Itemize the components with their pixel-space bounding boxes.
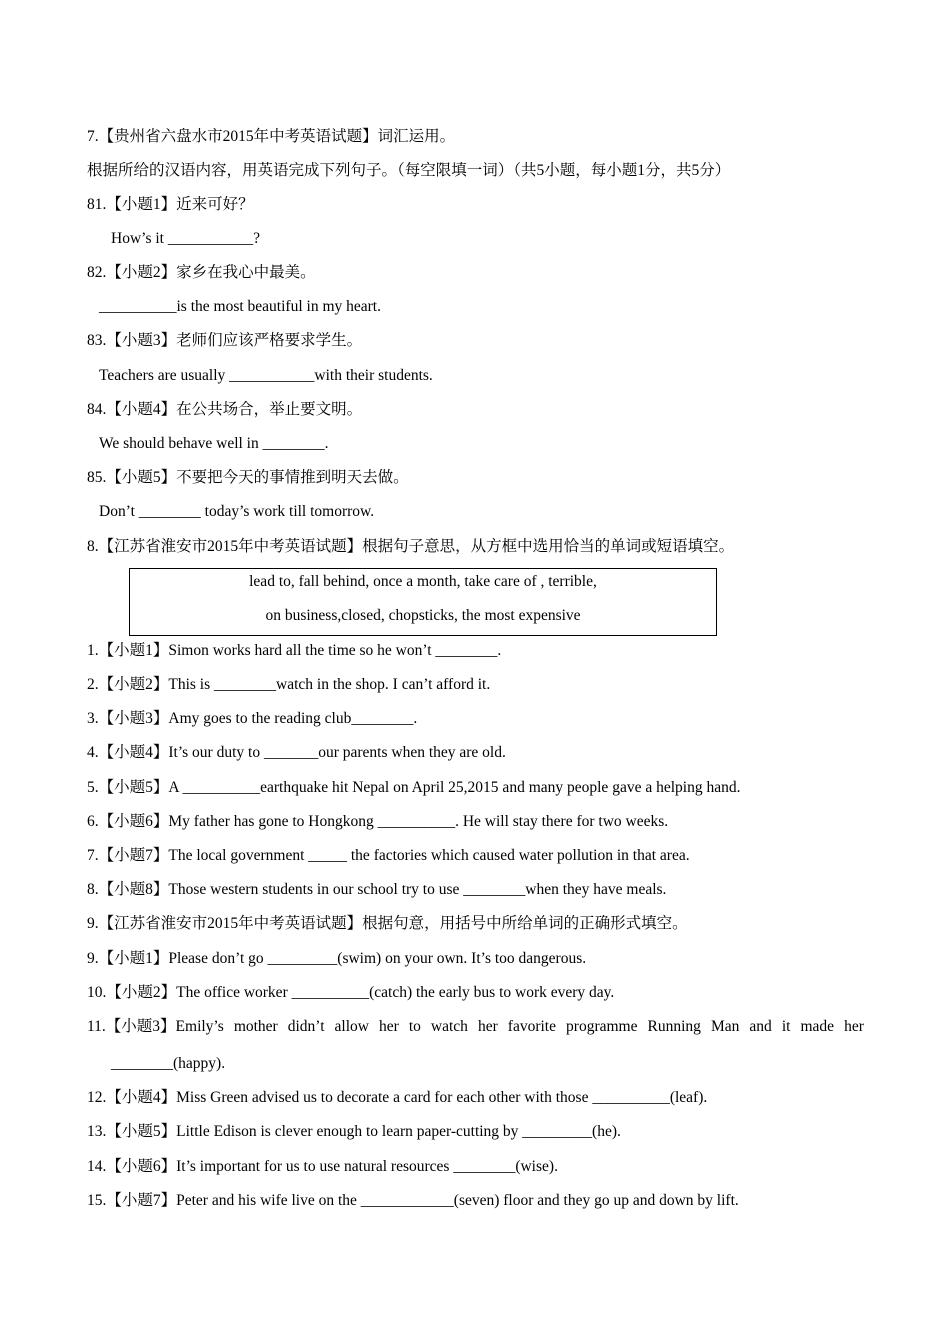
question-85: 85.【小题5】不要把今天的事情推到明天去做。 [87,469,409,486]
s8-item-4: 4.【小题4】It’s our duty to _______our parents when they are old. [87,744,506,761]
section7-title: 7.【贵州省六盘水市2015年中考英语试题】词汇运用。 [87,128,456,145]
word: it [781,1018,791,1035]
question-81: 81.【小题1】近来可好？ [87,196,254,213]
s9-item-1: 9.【小题1】Please don’t go _________(swim) on your own. It’s too dangerous. [87,950,587,967]
word: to [408,1018,421,1035]
word: Running [647,1018,701,1035]
word: and [749,1018,772,1035]
s9-item-5: 13.【小题5】Little Edison is clever enough to learn paper-cutting by _________(he). [87,1123,621,1140]
s9-item-2: 10.【小题2】The office worker __________(catch) the early bus to work every day. [87,984,615,1001]
answer-line-83: Teachers are usually ___________with their students. [99,367,433,384]
s9-item-3-continuation: ________(happy). [111,1055,226,1072]
answer-line-84: We should behave well in ________. [99,435,329,452]
answer-line-82: __________is the most beautiful in my heart. [99,298,381,315]
word: favorite [507,1018,556,1035]
s8-item-7: 7.【小题7】The local government _____ the factories which caused water pollution in that area. [87,847,690,864]
question-84: 84.【小题4】在公共场合，举止要文明。 [87,401,363,418]
section8-title: 8.【江苏省淮安市2015年中考英语试题】根据句子意思，从方框中选用恰当的单词或短语填空。 [87,538,735,555]
word: Man [710,1018,740,1035]
answer-line-85: Don’t ________ today’s work till tomorrow. [99,503,375,520]
word: 11.【小题3】Emily’s [87,1018,224,1035]
s8-item-2: 2.【小题2】This is ________watch in the shop. I can’t afford it. [87,676,491,693]
word: mother [233,1018,278,1035]
section9-title: 9.【江苏省淮安市2015年中考英语试题】根据句意，用括号中所给单词的正确形式填空。 [87,915,688,932]
word-bank-box [129,568,717,636]
s9-item-3 [87,1017,864,1037]
s9-item-4: 12.【小题4】Miss Green advised us to decorate a card for each other with those __________(leaf). [87,1089,708,1106]
s8-item-3: 3.【小题3】Amy goes to the reading club________. [87,710,418,727]
s8-item-8: 8.【小题8】Those western students in our school try to use ________when they have meals. [87,881,667,898]
word: her [844,1018,864,1035]
word: made [800,1018,835,1035]
s8-item-5: 5.【小题5】A __________earthquake hit Nepal on April 25,2015 and many people gave a helping hand. [87,779,741,796]
section7-instructions: 根据所给的汉语内容，用英语完成下列句子。（每空限填一词）（共5小题，每小题1分，共5分） [87,162,731,179]
word-bank-line-2: on business,closed, chopsticks, the most expensive [265,607,581,624]
question-83: 83.【小题3】老师们应该严格要求学生。 [87,332,363,349]
word: programme [566,1018,638,1035]
s9-item-7: 15.【小题7】Peter and his wife live on the ____________(seven) floor and they go up and down by lift. [87,1192,739,1209]
s8-item-6: 6.【小题6】My father has gone to Hongkong __________. He will stay there for two weeks. [87,813,669,830]
question-82: 82.【小题2】家乡在我心中最美。 [87,264,316,281]
s8-item-1: 1.【小题1】Simon works hard all the time so he won’t ________. [87,642,502,659]
word: allow [334,1018,369,1035]
word: watch [430,1018,468,1035]
word: her [477,1018,498,1035]
word: her [379,1018,399,1035]
s9-item-6: 14.【小题6】It’s important for us to use natural resources ________(wise). [87,1158,558,1175]
word-bank-line-1: lead to, fall behind, once a month, take care of , terrible, [249,573,597,590]
answer-line-81: How’s it ___________? [111,230,260,247]
word: didn’t [287,1018,325,1035]
